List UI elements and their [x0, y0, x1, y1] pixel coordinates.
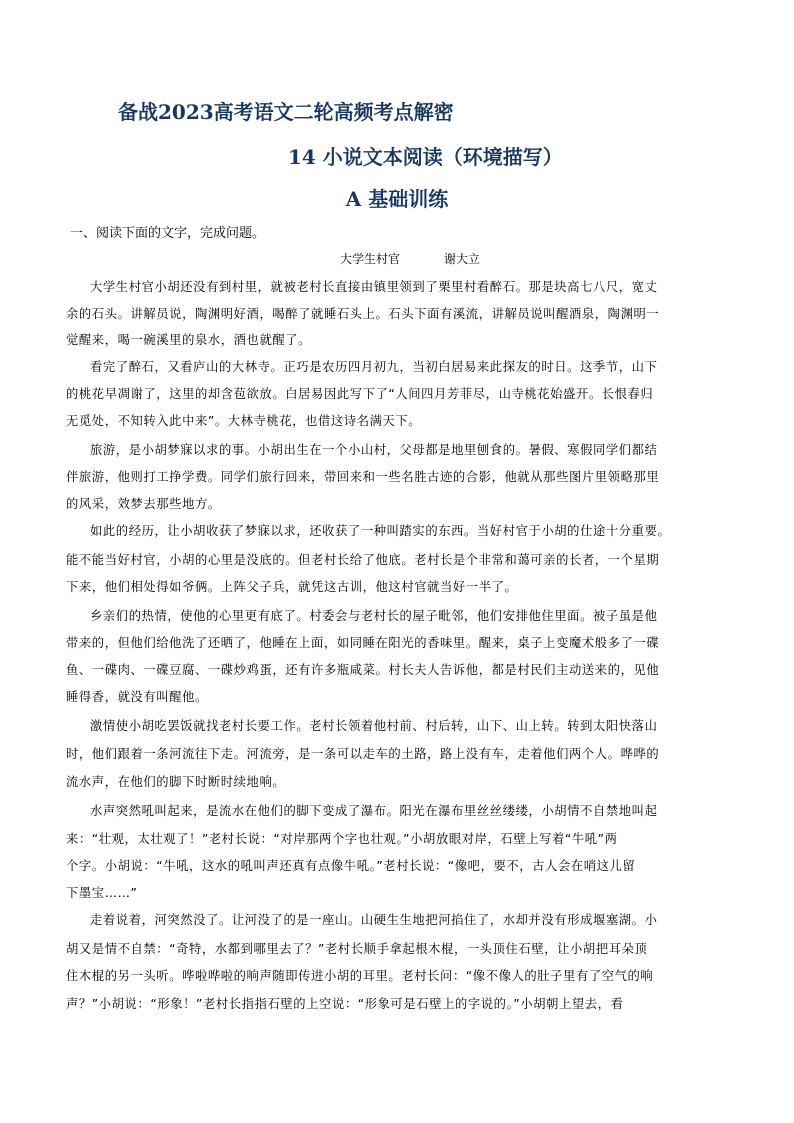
story-line: 余的石头。讲解员说，陶渊明好酒，喝醉了就睡石头上。石头下面有溪流，讲解员说叫醒酒泉，陶渊明一	[66, 307, 660, 321]
story-line: 觉醒来，喝一碗溪里的泉水，酒也就醒了。	[66, 333, 312, 347]
story-line: 下墨宝……”	[66, 886, 138, 900]
story-line: 无觅处，不知转入此中来”。大林寺桃花，也借这诗名满天下。	[66, 414, 422, 428]
story-line: 胡又是情不自禁：“奇特，水都到哪里去了？”老村长顺手拿起根木棍，一头顶住石壁，让小胡把耳朵顶	[66, 942, 648, 956]
story-line: 的风采，效梦去那些地方。	[66, 497, 221, 511]
story-line: 看完了醉石，又看庐山的大林寺。正巧是农历四月初九，当初白居易来此探友的时日。这季节，山下	[90, 360, 658, 374]
story-line: 时，他们跟着一条河流往下走。河流旁，是一条可以走车的土路，路上没有车，走着他们两个人。哗哗的	[66, 747, 660, 761]
story-line: 如此的经历，让小胡收获了梦寐以求，还收获了一种叫踏实的东西。当好村官于小胡的仕途十分重要。	[90, 524, 671, 538]
story-line: 住木棍的另一头听。哗啦哗啦的响声随即传进小胡的耳里。老村长问：“像不像人的肚子里有了空气的响	[66, 969, 654, 983]
story-line: 走着说着，河突然没了。让河没了的是一座山。山硬生生地把河掐住了，水却并没有形成堰塞湖。小	[90, 913, 658, 927]
story-line: 乡亲们的热情，使他的心里更有底了。村委会与老村长的屋子毗邻，他们安排他住里面。被子虽是他	[90, 609, 658, 623]
section-heading: A 基础训练	[345, 187, 449, 211]
story-line: 下来，他们相处得如爷俩。上阵父子兵，就凭这古训，他这村官就当好一半了。	[66, 580, 518, 594]
document-subtitle: 14 小说文本阅读（环境描写）	[288, 145, 563, 169]
story-line: 能不能当好村官，小胡的心里是没底的。但老村长给了他底。老村长是个非常和蔼可亲的长者，一个星期	[66, 553, 660, 567]
story-line: 流水声，在他们的脚下时断时续地响。	[66, 775, 286, 789]
story-line: 伴旅游，他则打工挣学费。同学们旅行回来，带回来和一些名胜古迹的合影，他就从那些图片里领略那里	[66, 470, 660, 484]
story-line: 水声突然吼叫起来，是流水在他们的脚下变成了瀑布。阳光在瀑布里丝丝缕缕，小胡情不自禁地叫起	[90, 804, 658, 818]
story-line: 旅游，是小胡梦寐以求的事。小胡出生在一个小山村，父母都是地里刨食的。暑假、寒假同学们都结	[90, 443, 658, 457]
story-author: 谢大立	[444, 252, 481, 266]
story-line: 来：“壮观，太壮观了！”老村长说：“对岸那两个字也壮观。”小胡放眼对岸，石壁上写着“牛吼”两	[66, 832, 618, 846]
story-line: 大学生村官小胡还没有到村里，就被老村长直接由镇里领到了栗里村看醉石。那是块高七八尺，宽丈	[90, 280, 658, 294]
story-heading	[340, 250, 480, 267]
story-line: 激情使小胡吃罢饭就找老村长要工作。老村长领着他村前、村后转，山下、山上转。转到太阳快落山	[90, 719, 658, 733]
story-line: 个字。小胡说：“牛吼，这水的吼叫声还真有点像牛吼。”老村长说：“像吧，要不，古人会在哨这儿留	[66, 859, 636, 873]
story-line: 睡得香，就没有叫醒他。	[66, 690, 208, 704]
story-line: 带来的，但他们给他洗了还晒了，他睡在上面，如同睡在阳光的香味里。醒来，桌子上变魔术般多了一碟	[66, 636, 660, 650]
question-instruction: 一、阅读下面的文字，完成问题。	[70, 226, 266, 241]
story-line: 鱼、一碟肉、一碟豆腐、一碟炒鸡蛋，还有许多瓶咸菜。村长夫人告诉他，都是村民们主动送来的，见他	[66, 663, 660, 677]
document-title: 备战2023高考语文二轮高频考点解密	[118, 100, 454, 124]
story-title: 大学生村官	[340, 252, 401, 266]
story-line: 声？”小胡说：“形象！”老村长指指石壁的上空说：“形象可是石壁上的字说的。”小胡朝上望去，看	[66, 997, 624, 1011]
story-line: 的桃花早凋谢了，这里的却含苞欲放。白居易因此写下了“人间四月芳菲尽，山寺桃花始盛开。长恨春归	[66, 387, 654, 401]
